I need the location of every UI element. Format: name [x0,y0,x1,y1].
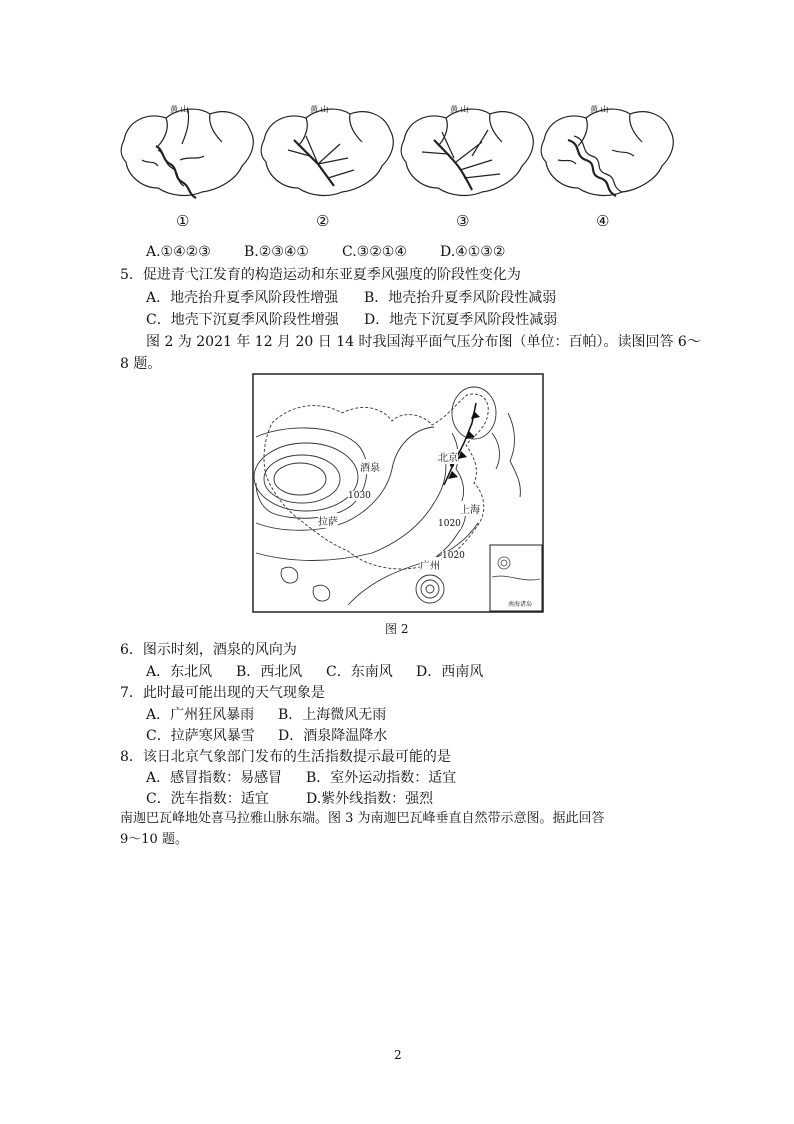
panel-label-4: ④ [596,212,610,230]
q8-options-row1 [146,769,456,787]
q4-option-a: A.①④②③ [146,244,211,260]
q7-options-row1 [146,706,386,724]
panel-label-2: ② [316,212,330,230]
label-isobar-1030: 1030 [348,491,371,501]
mountain-label-4: 黄 山 [590,105,609,114]
q5-options-row2 [146,311,557,329]
q5-option-a: A．地壳抬升夏季风阶段性增强 [146,290,339,306]
label-guangzhou: 广州 [420,557,440,572]
q5-option-d: D．地壳下沉夏季风阶段性减弱 [364,312,558,328]
river-panel-4 [541,109,673,196]
fig2-intro-line1: 图 2 为 2021 年 12 月 20 日 14 时我国海平面气压分布图（单位：百帕）。读图回答 6～ [146,334,701,350]
river-figure-row [118,100,678,235]
river-panel-3 [401,109,533,195]
q7-stem: 7．此时最可能出现的天气现象是 [120,685,325,701]
page-number: 2 [394,1048,402,1062]
mountain-label-1: 黄 山 [170,105,189,114]
label-isobar-1020-b: 1020 [442,551,465,561]
panel-label-1: ① [176,212,190,230]
q8-option-d: D.紫外线指数：强烈 [306,791,434,807]
q7-option-a: A．广州狂风暴雨 [146,707,255,723]
q6-stem: 6．图示时刻，酒泉的风向为 [120,642,297,658]
label-inset: 南海诸岛 [508,601,533,608]
q8-option-a: A．感冒指数：易感冒 [146,770,283,786]
label-beijing: 北京 [438,449,458,464]
q4-option-b: B.②③④① [244,244,309,260]
q8-stem: 8．该日北京气象部门发布的生活指数提示最可能的是 [120,749,451,765]
q4-option-d: D.④①③② [440,244,506,260]
q5-stem: 5．促进青弋江发育的构造运动和东亚夏季风强度的阶段性变化为 [120,267,521,283]
river-panel-2 [261,109,393,195]
q8-option-b: B．室外运动指数：适宜 [306,770,457,786]
label-shanghai: 上海 [460,501,480,516]
pressure-map [252,373,544,613]
pressure-map-svg [252,373,544,613]
mountain-label-3: 黄 山 [450,105,469,114]
q5-option-c: C．地壳下沉夏季风阶段性增强 [146,312,339,328]
label-jiuquan: 酒泉 [360,459,380,474]
panel-label-3: ③ [456,212,470,230]
q5-options-row1 [146,289,556,307]
label-lasa: 拉萨 [318,513,338,528]
q4-options [146,243,505,261]
label-isobar-1020-a: 1020 [438,519,461,529]
river-panel-1 [121,109,253,198]
q7-option-b: B．上海微风无雨 [278,707,387,723]
q7-options-row2 [146,727,387,745]
q7-option-d: D．酒泉降温降水 [278,728,388,744]
q6-options [146,663,483,681]
river-sketches [118,100,678,235]
figure2-caption: 图 2 [385,622,409,636]
q8-option-c: C．洗车指数：适宜 [146,791,269,807]
q8-options-row2 [146,790,433,808]
fig2-intro-line2: 8 题。 [120,356,162,372]
q6-option-b: B．西北风 [236,664,303,680]
fig3-intro-line2: 9～10 题。 [120,832,188,847]
q6-option-d: D．西南风 [416,664,484,680]
q5-option-b: B．地壳抬升夏季风阶段性减弱 [364,290,557,306]
q7-option-c: C．拉萨寒风暴雪 [146,728,255,744]
mountain-label-2: 黄 山 [310,105,329,114]
q6-option-c: C．东南风 [326,664,393,680]
fig3-intro-line1: 南迦巴瓦峰地处喜马拉雅山脉东端。图 3 为南迦巴瓦峰垂直自然带示意图。据此回答 [120,811,605,826]
q4-option-c: C.③②①④ [342,244,407,260]
q6-option-a: A．东北风 [146,664,213,680]
